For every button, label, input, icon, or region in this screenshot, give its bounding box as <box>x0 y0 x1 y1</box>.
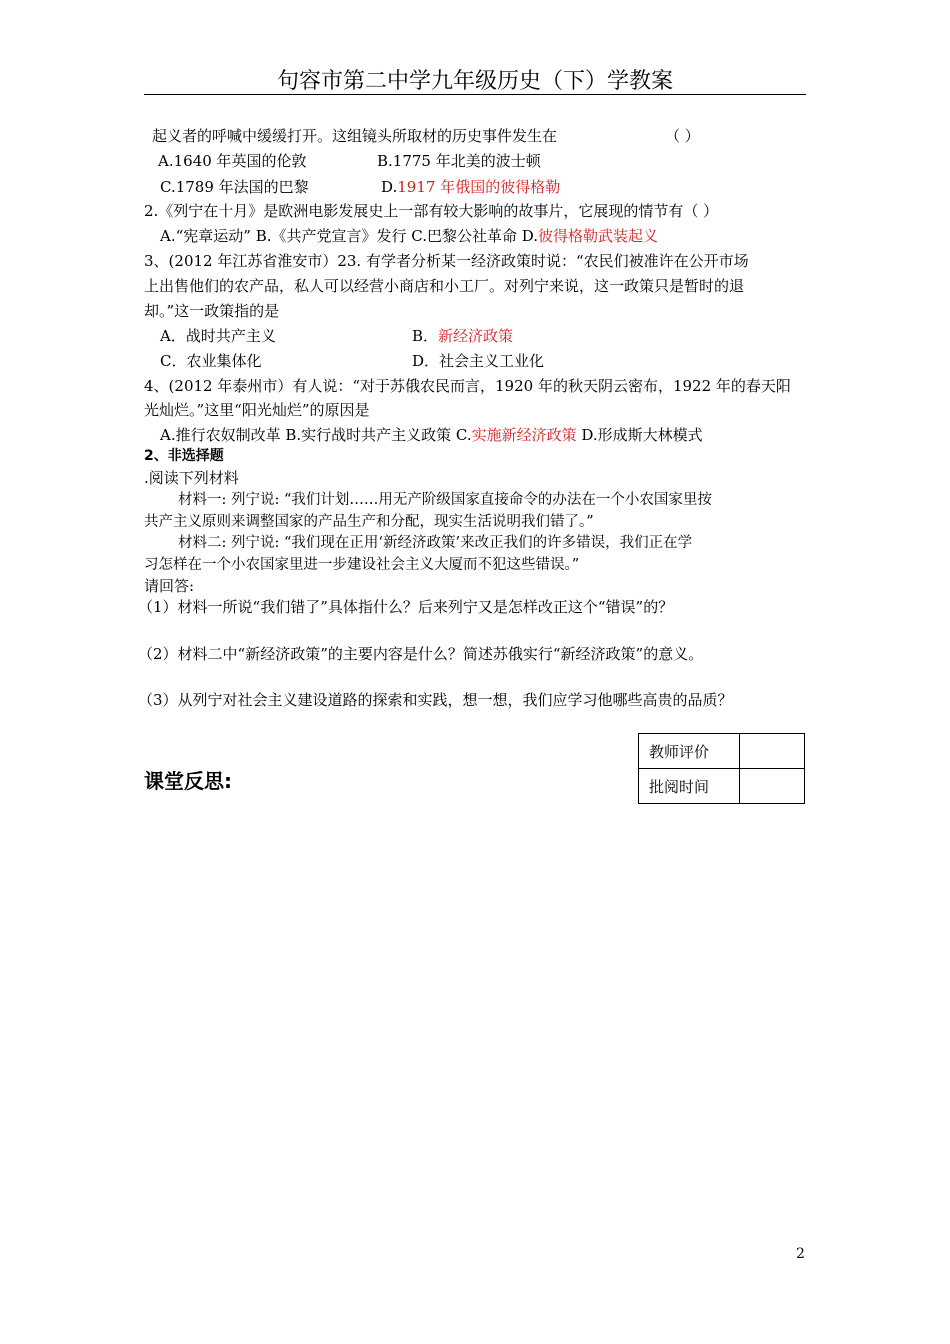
q4-line-1: 4、(2012 年泰州市）有人说：“对于苏俄农民而言，1920 年的秋天阴云密布，1922 年的春天阳 <box>144 377 791 395</box>
answer-prompt: 请回答: <box>144 577 195 595</box>
q2-correct-answer: 彼得格勒武装起义 <box>538 227 659 245</box>
q4-correct-answer: 实施新经济政策 <box>471 426 577 444</box>
q3-line-2: 上出售他们的农产品，私人可以经营小商店和小工厂。对列宁来说，这一政策只是暂时的退 <box>144 277 745 295</box>
q1-answer-paren: （ ） <box>665 127 700 145</box>
teacher-eval-cell[interactable] <box>740 734 805 769</box>
header-divider <box>144 94 806 95</box>
q4-options-ab: A.推行农奴制改革 B.实行战时共产主义政策 C. <box>160 426 472 444</box>
q1-stem: 起义者的呼喊中缓缓打开。这组镜头所取材的历史事件发生在 <box>152 127 558 145</box>
teacher-eval-label: 教师评价 <box>639 734 740 769</box>
q3-correct-answer: 新经济政策 <box>438 327 514 345</box>
class-reflection-label: 课堂反思: <box>144 769 232 793</box>
material-1-line-1: 材料一: 列宁说: “我们计划……用无产阶级国家直接命令的办法在一个小农国家里按 <box>178 492 712 508</box>
q1-option-c: C.1789 年法国的巴黎 <box>160 178 309 196</box>
q1-correct-answer: 1917 年俄国的彼得格勒 <box>397 178 561 196</box>
page-number: 2 <box>796 1246 805 1262</box>
read-material-instruction: .阅读下列材料 <box>144 469 239 487</box>
q1-option-a: A.1640 年英国的伦敦 <box>158 152 307 170</box>
q3-option-a: A．战时共产主义 <box>160 327 276 345</box>
page-header-title: 句容市第二中学九年级历史（下）学教案 <box>276 69 673 94</box>
table-row <box>639 769 805 804</box>
sub-question-2: （2）材料二中“新经济政策”的主要内容是什么？简述苏俄实行“新经济政策”的意义。 <box>138 645 704 663</box>
q2-stem: 2.《列宁在十月》是欧洲电影发展史上一部有较大影响的故事片，它展现的情节有（ ） <box>144 202 719 220</box>
material-2-line-1: 材料二: 列宁说: “我们现在正用‘新经济政策’来改正我们的许多错误，我们正在学 <box>178 535 693 551</box>
material-1-line-2: 共产主义原则来调整国家的产品生产和分配，现实生活说明我们错了。” <box>144 514 594 530</box>
q4-line-2: 光灿烂。”这里“阳光灿烂”的原因是 <box>144 401 370 419</box>
q2-options-text: A.“宪章运动” B.《共产党宣言》发行 C.巴黎公社革命 D. <box>160 227 539 245</box>
q3-option-b-prefix: B． <box>412 327 439 345</box>
review-time-label: 批阅时间 <box>639 769 740 804</box>
q3-option-b <box>412 326 513 346</box>
q2-options <box>160 226 658 246</box>
review-time-cell[interactable] <box>740 769 805 804</box>
q4-options <box>160 425 703 445</box>
evaluation-table <box>638 733 805 804</box>
q3-line-1: 3、(2012 年江苏省淮安市）23. 有学者分析某一经济政策时说：“农民们被准许在公开市场 <box>144 252 749 270</box>
q1-option-d <box>381 177 560 197</box>
q1-option-d-prefix: D. <box>381 178 398 196</box>
q4-option-d: D.形成斯大林模式 <box>576 426 703 444</box>
sub-question-1: （1）材料一所说“我们错了”具体指什么？后来列宁又是怎样改正这个“错误”的？ <box>138 598 674 616</box>
material-2-line-2: 习怎样在一个小农国家里进一步建设社会主义大厦而不犯这些错误。” <box>144 557 580 573</box>
q3-option-d: D．社会主义工业化 <box>412 352 545 370</box>
sub-question-3: （3）从列宁对社会主义建设道路的探索和实践，想一想，我们应学习他哪些高贵的品质？ <box>138 691 733 709</box>
q1-option-b: B.1775 年北美的波士顿 <box>377 152 541 170</box>
section-2-title: 2、非选择题 <box>144 448 224 464</box>
q3-option-c: C．农业集体化 <box>160 352 262 370</box>
table-row <box>639 734 805 769</box>
q3-line-3: 却。”这一政策指的是 <box>144 302 280 320</box>
